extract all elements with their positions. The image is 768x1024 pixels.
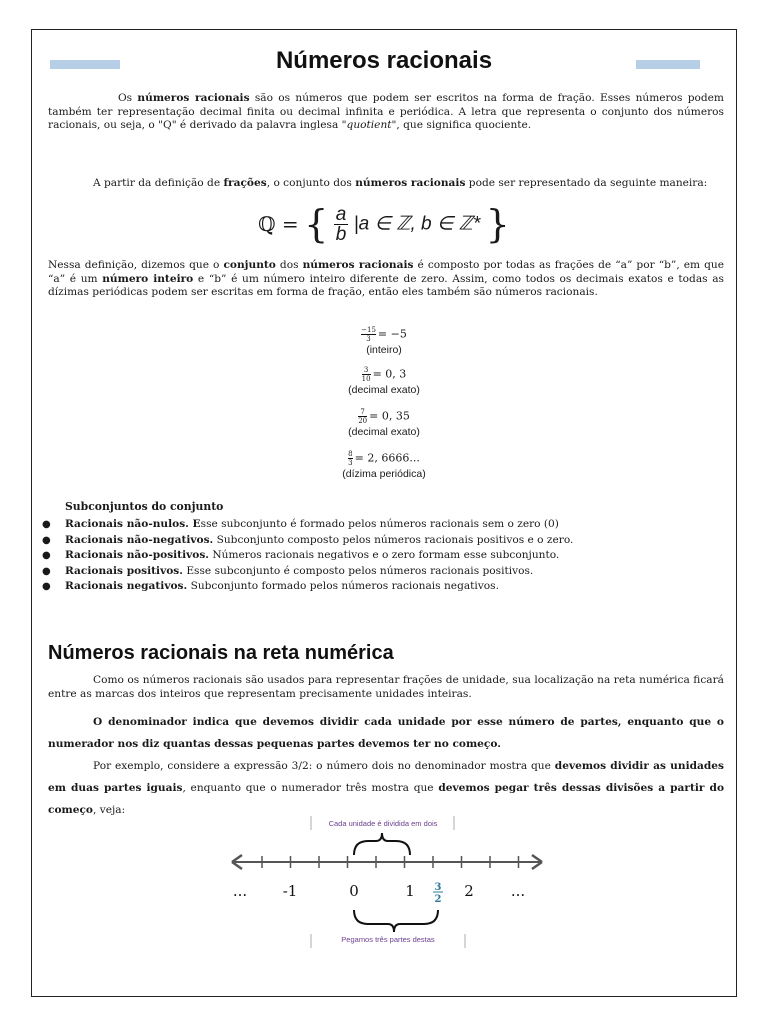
number-line-figure [32, 810, 736, 950]
bold-term: frações [223, 177, 267, 189]
text: e “b” é um número inteiro diferente de zero. Assim, como todos os decimais exatos e todas as dízimas periódicas podem ser escritas em forma de fração, então eles também são números racionais. [48, 272, 724, 298]
top-caption: Cada unidade é dividida em dois [328, 819, 438, 828]
example-exact-decimal [32, 366, 736, 396]
italic-term: quotient [346, 119, 392, 131]
subsets-list [42, 517, 722, 595]
bold-term: números racionais [302, 259, 414, 271]
bold-term: Racionais negativos. [65, 580, 188, 592]
close-brace: } [485, 202, 510, 246]
text: , enquanto que o numerador três mostra que [182, 782, 439, 794]
result: = −5 [377, 327, 407, 341]
bottom-caption: Pegamos três partes destas [341, 935, 435, 944]
bullet-icon: ● [42, 519, 51, 530]
bullet-icon: ● [42, 534, 51, 546]
bottom-brace [354, 910, 438, 932]
text: ", que significa quociente. [391, 119, 532, 131]
result: = 0, 3 [372, 367, 407, 381]
denominator: 10 [361, 375, 371, 383]
text: Esse subconjunto é composto pelos números racionais positivos. [182, 564, 534, 577]
number-line-svg [32, 810, 736, 950]
fraction-numerator: 3 [434, 882, 442, 893]
set-condition: |a ∈ ℤ, b ∈ ℤ* [353, 213, 481, 235]
example-note: (dízima periódica) [342, 468, 426, 480]
numerator: a [335, 203, 347, 225]
label-ellipsis-right: ... [510, 882, 526, 900]
text: Por exemplo, considere a expressão 3/2: o número dois no denominador mostra que [93, 760, 555, 772]
text: pode ser representado da seguinte maneira: [465, 177, 708, 189]
label-minus-one: -1 [282, 882, 298, 900]
text: são os números que podem ser escritos na forma de fração. Esses números podem também ter representação decimal finita ou decimal infinita e periódica. A letra que representa o conjunto dos números racionais, ou seja, o "Q" é derivado da palavra inglesa " [48, 92, 724, 131]
section-heading: Números racionais na reta numérica [48, 642, 394, 664]
text: Subconjunto composto pelos números racionais positivos e o zero. [213, 533, 574, 546]
result: = 0, 35 [369, 409, 410, 423]
text: A partir da definição de [93, 177, 224, 189]
denominator-rule-paragraph: O denominador indica que devemos dividir cada unidade por esse número de partes, enquanto que o numerador nos diz quantas dessas pequenas partes devemos ter no começo. [48, 716, 724, 750]
example-exact-decimal-2 [32, 408, 736, 438]
denominator: 3 [348, 459, 353, 467]
bold-term: números racionais [355, 177, 466, 189]
numerator: 7 [358, 408, 367, 417]
numerator: 3 [362, 366, 371, 375]
label-ellipsis-left: ... [232, 882, 248, 900]
number-line-intro-paragraph: Como os números racionais são usados para representar frações de unidade, sua localização na reta numérica ficará entre as marcas dos inteiros que representam precisamente unidades inteiras. [48, 674, 724, 700]
list-item [42, 564, 722, 580]
definition-paragraph [48, 259, 724, 300]
text: dos [275, 259, 303, 271]
fraction-denominator: 2 [434, 894, 442, 905]
bold-term: números racionais [137, 92, 250, 104]
label-zero: 0 [349, 882, 359, 900]
example-integer [32, 326, 736, 356]
example-note: (decimal exato) [348, 384, 420, 396]
bold-term: número inteiro [102, 272, 194, 285]
bold-term: Racionais não-negativos. [65, 533, 214, 546]
bold-term: Racionais não-positivos. [65, 549, 209, 561]
text: sse subconjunto é formado pelos números racionais sem o zero (0) [200, 518, 559, 530]
denominator: 3 [366, 335, 371, 343]
rational-set-formula [32, 202, 736, 246]
list-item [42, 579, 722, 595]
label-one: 1 [405, 882, 415, 900]
bold-term: Racionais não-nulos. E [65, 518, 201, 530]
top-brace [354, 833, 410, 855]
bold-term: Racionais positivos. [65, 564, 183, 577]
document-page [31, 29, 737, 997]
text: , o conjunto dos [266, 177, 356, 189]
text: Os [118, 92, 138, 104]
bold-term: devemos dividir as unidades em duas partes iguais [48, 760, 724, 794]
bullet-icon: ● [42, 565, 51, 577]
numerator: −15 [361, 326, 376, 334]
open-brace: { [304, 202, 329, 246]
page-title: Números racionais [275, 47, 493, 74]
bullet-icon: ● [42, 550, 51, 561]
bold-term: conjunto [223, 259, 276, 271]
text: , veja: [92, 804, 126, 816]
numerator: 8 [348, 450, 353, 458]
label-two: 2 [464, 882, 474, 900]
fraction [334, 205, 349, 244]
denominator: b [335, 223, 347, 245]
bold-term: devemos pegar três dessas divisões a partir do começo [48, 782, 725, 816]
example-note: (inteiro) [366, 344, 402, 356]
text: Subconjunto formado pelos números racionais negativos. [187, 580, 499, 592]
text: Nessa definição, dizemos que o [48, 259, 224, 271]
intro-paragraph [48, 92, 724, 133]
list-item [42, 533, 722, 549]
bullet-icon: ● [42, 581, 51, 592]
text: Números racionais negativos e o zero formam esse subconjunto. [208, 549, 560, 561]
set-symbol: ℚ = [258, 212, 299, 236]
subsets-heading: Subconjuntos do conjunto [65, 500, 224, 513]
result: = 2, 6666... [354, 451, 420, 465]
definition-intro-paragraph [48, 177, 724, 191]
text: é composto por todas as frações de “a” por “b”, em que “a” é um [48, 259, 724, 285]
list-item [42, 548, 722, 564]
denominator: 20 [358, 417, 368, 425]
example-repeating-decimal [32, 450, 736, 480]
example-note: (decimal exato) [348, 426, 420, 438]
list-item [42, 517, 722, 533]
